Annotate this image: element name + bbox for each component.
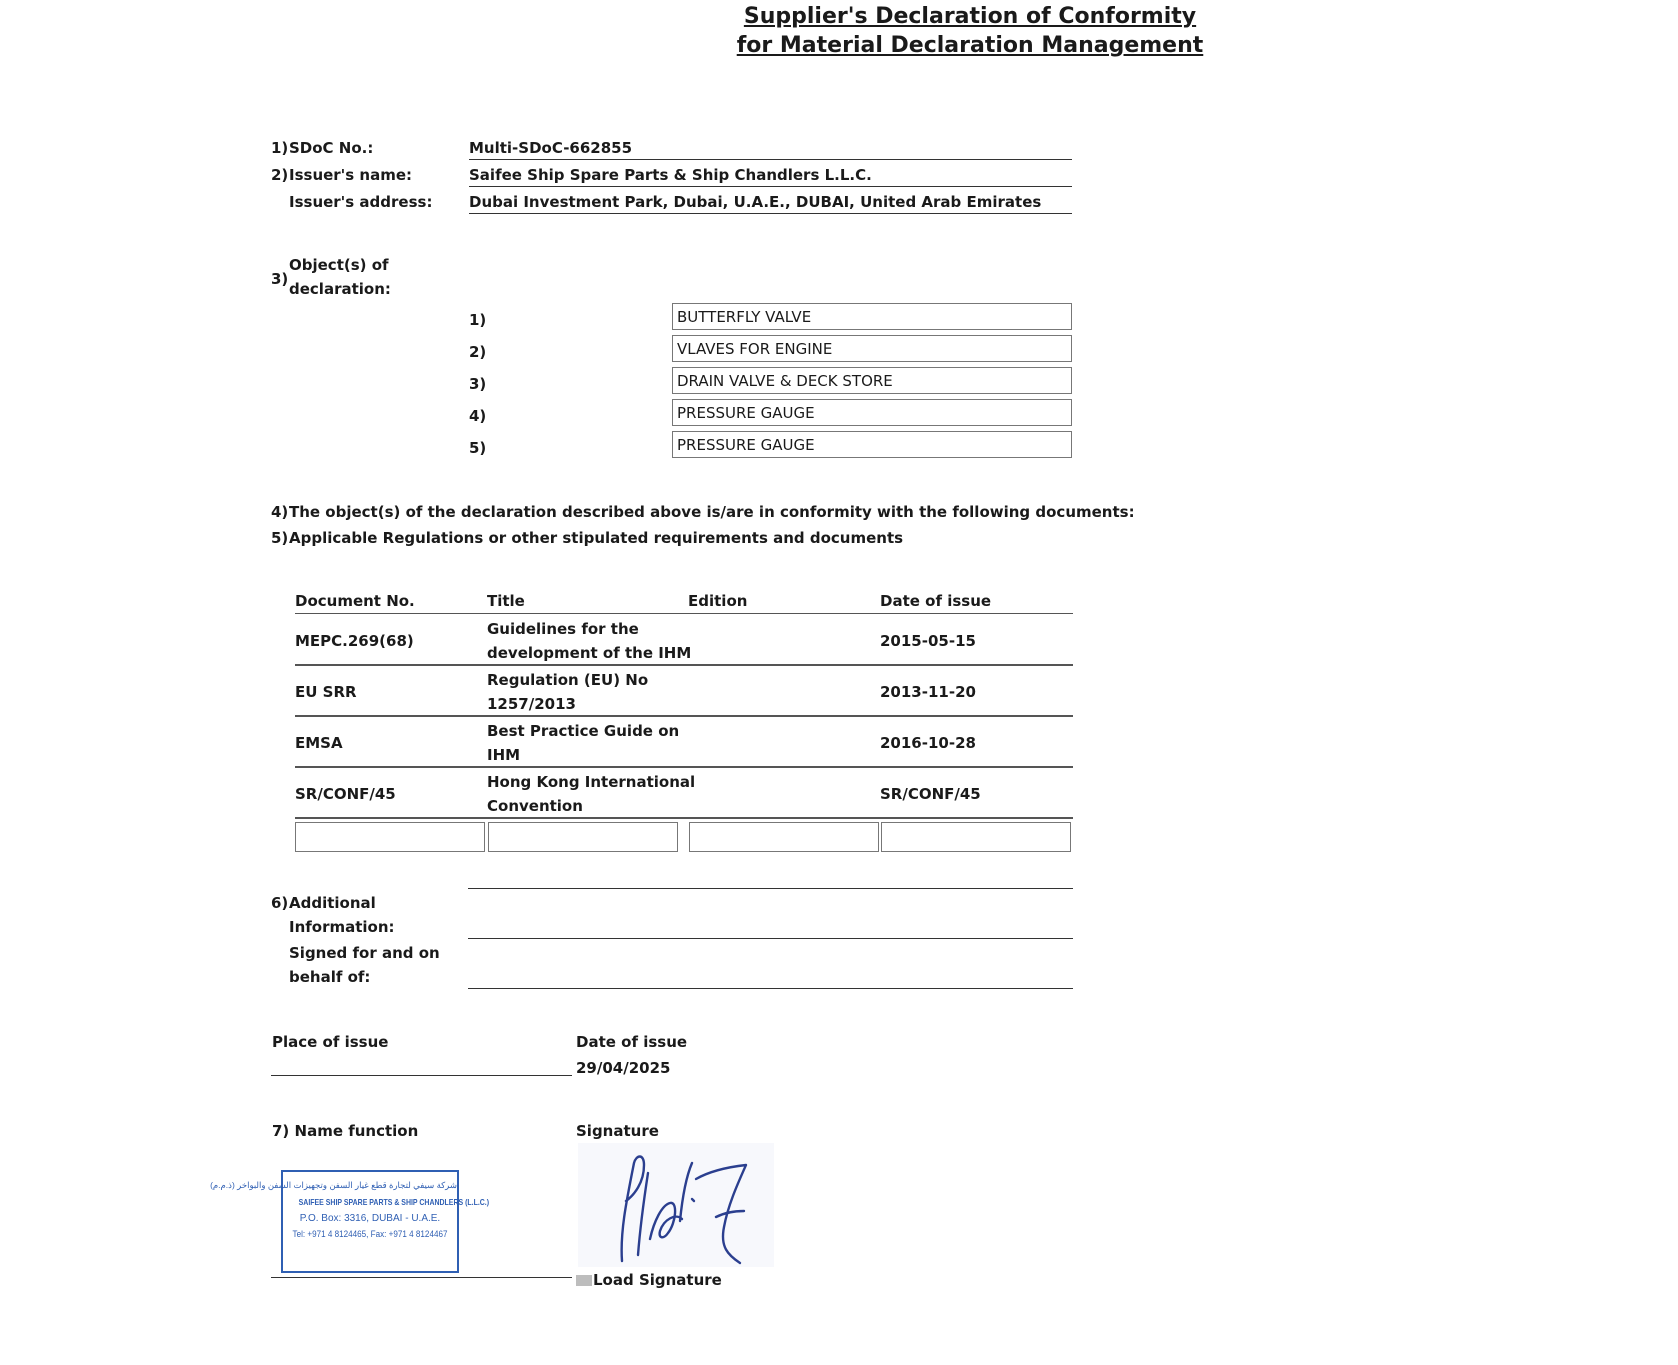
col-header-edition: Edition — [688, 592, 748, 610]
table-cell-date: 2016-10-28 — [880, 734, 976, 752]
additional-info-number: 6) — [271, 894, 289, 912]
additional-info-label-line1: Additional — [289, 894, 376, 912]
signed-behalf-label-line1: Signed for and on — [289, 944, 440, 962]
additional-info-line-1[interactable] — [468, 870, 1073, 889]
object-item-field[interactable]: PRESSURE GAUGE — [672, 399, 1072, 426]
conformity-text: The object(s) of the declaration described above is/are in conformity with the following documents: — [289, 503, 1135, 521]
object-item-field[interactable]: DRAIN VALVE & DECK STORE — [672, 367, 1072, 394]
sdoc-no-number: 1) — [271, 139, 289, 157]
stamp-arabic-line: شركة سيفي لتجارة قطع غيار السفن وتجهيزات السفن والبواخر (ذ.م.م) — [210, 1180, 457, 1190]
conformity-number: 4) — [271, 503, 289, 521]
regulations-number: 5) — [271, 529, 289, 547]
table-row-divider — [295, 817, 1073, 819]
name-function-field[interactable] — [271, 1275, 572, 1278]
signature-label: Signature — [576, 1122, 659, 1140]
stamp-tel-fax: Tel: +971 4 8124465, Fax: +971 4 8124467 — [292, 1229, 448, 1239]
objects-label-line1: Object(s) of — [289, 256, 389, 274]
table-header-divider — [295, 613, 1073, 614]
load-signature-button[interactable] — [576, 1271, 722, 1289]
company-stamp — [210, 1170, 490, 1273]
load-signature-label: Load Signature — [593, 1271, 722, 1289]
sdoc-no-field[interactable]: Multi-SDoC-662855 — [469, 139, 1072, 160]
issuer-address-field[interactable]: Dubai Investment Park, Dubai, U.A.E., DUBAI, United Arab Emirates — [469, 193, 1072, 214]
table-cell-doc-no: EMSA — [295, 734, 343, 752]
table-cell-title: Regulation (EU) No — [487, 671, 649, 689]
place-of-issue-label: Place of issue — [272, 1033, 389, 1051]
new-edition-input[interactable] — [689, 822, 879, 852]
object-item-number: 4) — [469, 407, 487, 425]
table-cell-date: 2013-11-20 — [880, 683, 976, 701]
col-header-title: Title — [487, 592, 525, 610]
object-item-field[interactable]: VLAVES FOR ENGINE — [672, 335, 1072, 362]
object-item-number: 1) — [469, 311, 487, 329]
sdoc-no-label: SDoC No.: — [289, 139, 374, 157]
regulations-text: Applicable Regulations or other stipulated requirements and documents — [289, 529, 904, 547]
table-cell-doc-no: MEPC.269(68) — [295, 632, 414, 650]
new-title-input[interactable] — [488, 822, 678, 852]
table-row-divider — [295, 715, 1073, 717]
table-row-divider — [295, 664, 1073, 666]
issuer-name-number: 2) — [271, 166, 289, 184]
issuer-name-field[interactable]: Saifee Ship Spare Parts & Ship Chandlers L.L.C. — [469, 166, 1072, 187]
stamp-company-name: SAIFEE SHIP SPARE PARTS & SHIP CHANDLERS (L.L.C.) — [298, 1197, 490, 1207]
object-item-field[interactable]: PRESSURE GAUGE — [672, 431, 1072, 458]
signed-behalf-label-line2: behalf of: — [289, 968, 371, 986]
object-item-field[interactable]: BUTTERFLY VALVE — [672, 303, 1072, 330]
date-of-issue-field[interactable]: 29/04/2025 — [576, 1059, 671, 1077]
table-cell-date: 2015-05-15 — [880, 632, 976, 650]
image-icon — [576, 1275, 592, 1286]
object-item-number: 2) — [469, 343, 487, 361]
table-cell-title: 1257/2013 — [487, 695, 576, 713]
table-cell-date: SR/CONF/45 — [880, 785, 981, 803]
objects-number: 3) — [271, 270, 289, 288]
signed-behalf-field[interactable] — [468, 970, 1073, 989]
issuer-name-label: Issuer's name: — [289, 166, 413, 184]
table-cell-title: development of the IHM — [487, 644, 692, 662]
table-cell-doc-no: EU SRR — [295, 683, 357, 701]
col-header-document-no: Document No. — [295, 592, 415, 610]
table-cell-doc-no: SR/CONF/45 — [295, 785, 396, 803]
table-cell-title: Guidelines for the — [487, 620, 639, 638]
place-of-issue-field[interactable] — [271, 1056, 572, 1076]
table-cell-title: Hong Kong International — [487, 773, 696, 791]
handwritten-signature — [578, 1143, 774, 1267]
table-row-divider — [295, 766, 1073, 768]
new-doc-no-input[interactable] — [295, 822, 485, 852]
new-date-input[interactable] — [881, 822, 1071, 852]
objects-label-line2: declaration: — [289, 280, 391, 298]
name-function-label: 7) Name function — [272, 1122, 419, 1140]
additional-info-field[interactable] — [468, 920, 1073, 939]
date-of-issue-label: Date of issue — [576, 1033, 688, 1051]
additional-info-label-line2: Information: — [289, 918, 395, 936]
issuer-address-label: Issuer's address: — [289, 193, 433, 211]
page-title-line2: for Material Declaration Management — [736, 33, 1204, 58]
object-item-number: 3) — [469, 375, 487, 393]
col-header-date: Date of issue — [880, 592, 992, 610]
table-cell-title: Best Practice Guide on — [487, 722, 680, 740]
table-cell-title: Convention — [487, 797, 583, 815]
stamp-po-box: P.O. Box: 3316, DUBAI - U.A.E. — [299, 1213, 441, 1224]
page-title-line1: Supplier's Declaration of Conformity — [743, 4, 1197, 29]
table-cell-title: IHM — [487, 746, 521, 764]
object-item-number: 5) — [469, 439, 487, 457]
